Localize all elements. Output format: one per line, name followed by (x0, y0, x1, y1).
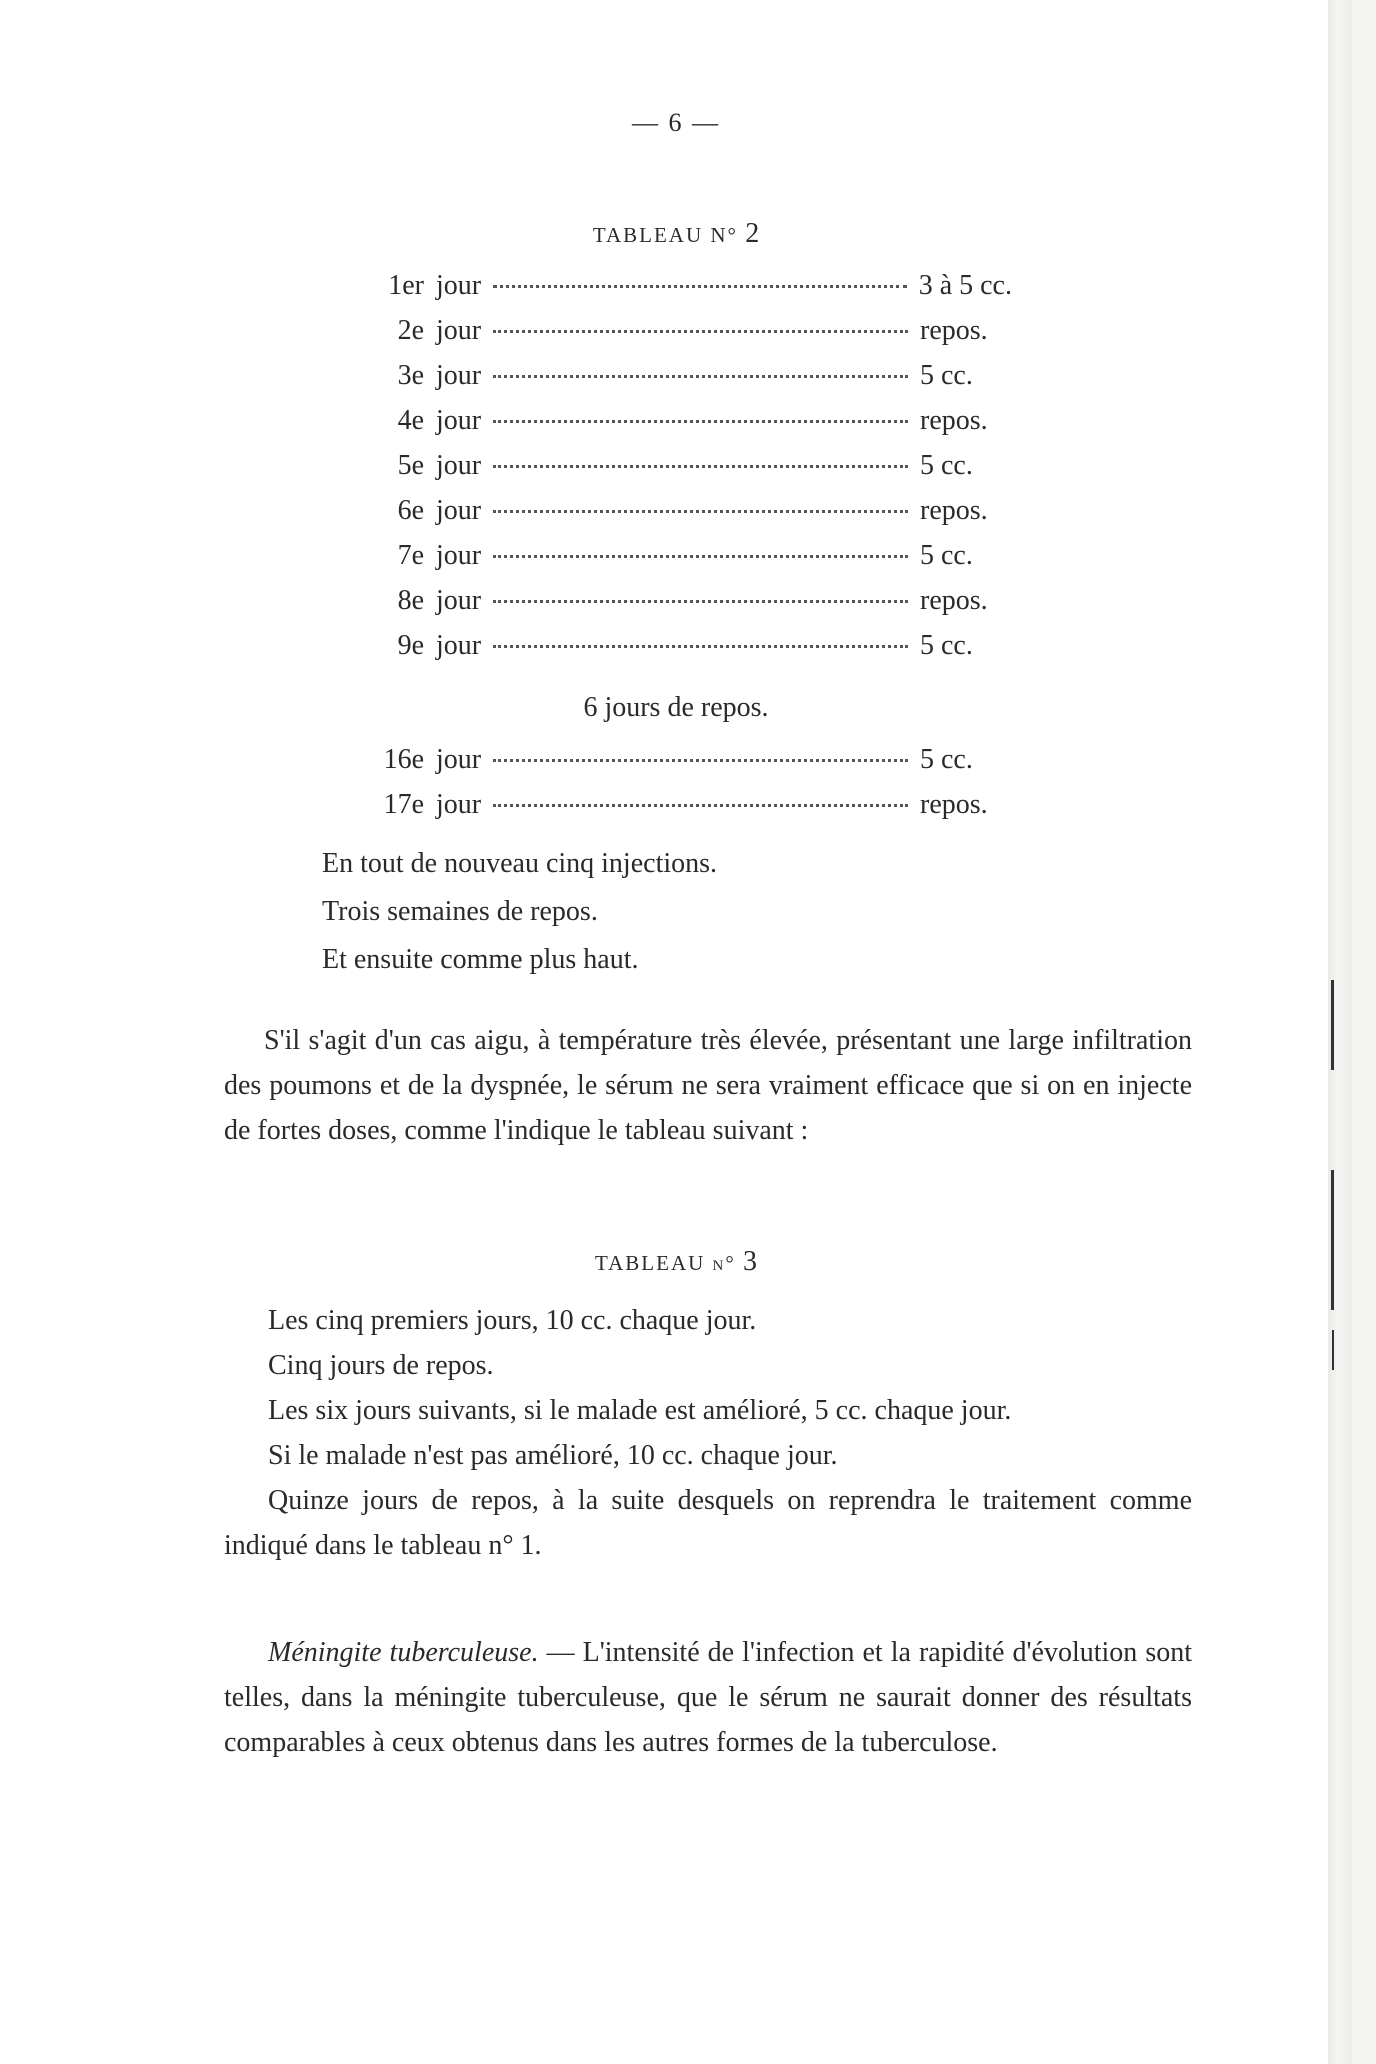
tableau-2-row-day: 17e (383, 789, 424, 820)
meningite-text: — L'intensité de l'infection et la rapidité d'évolution sont telles, dans la méningite tuberculeuse, que le sérum ne saurait donner des résultats comparables à ceux obtenus dans les autres formes de la tuberculose. (224, 1637, 1192, 1758)
tableau-2-row-leader (493, 759, 908, 762)
tableau-2-row-word: jour (436, 270, 482, 301)
tableau-2-row-leader (493, 465, 908, 468)
tableau-2-row-day: 6e (397, 495, 424, 526)
tableau-2-row (372, 744, 1012, 789)
meningite-title: Méningite tuberculeuse. (268, 1637, 539, 1668)
page-edge (1328, 0, 1352, 2064)
tableau-2-row-leader (493, 510, 908, 513)
tableau-2-row (372, 315, 1012, 360)
tableau-2-row-word: jour (436, 789, 482, 820)
tableau-2-row-leader (493, 555, 908, 558)
tableau-3-heading-label: TABLEAU n° (594, 1251, 736, 1275)
tableau-2-row-word: jour (436, 495, 482, 526)
tableau-2-row-day: 5e (397, 450, 424, 481)
tableau-2-row-leader (493, 645, 908, 648)
tableau-2-row-dose: 3 à 5 cc. (918, 270, 1012, 301)
tableau-3-line: Si le malade n'est pas amélioré, 10 cc. chaque jour. (268, 1440, 838, 1471)
paragraph-acute-case-text: S'il s'agit d'un cas aigu, à température très élevée, présentant une large infiltration des poumons et de la dyspnée, le sérum ne sera vraiment efficace que si on en injecte de fortes doses, comme l'indique le tableau suivant : (224, 1025, 1192, 1146)
tableau-2-heading-number: 2 (745, 218, 760, 249)
tableau-2-row-dose: repos. (920, 789, 988, 820)
tableau-2-row-dose: 5 cc. (920, 630, 973, 661)
tableau-2-row-day: 16e (383, 744, 424, 775)
tableau-2-row-word: jour (436, 315, 482, 346)
tableau-2-row-dose: repos. (920, 315, 988, 346)
tableau-2-row (372, 405, 1012, 450)
tableau-2-row-leader (493, 600, 908, 603)
tableau-3-line: Cinq jours de repos. (268, 1350, 494, 1381)
tableau-2-row-day: 8e (397, 585, 424, 616)
tableau-2-row-day: 1er (388, 270, 424, 301)
tableau-2-row-leader (493, 330, 908, 333)
edge-mark (1331, 1170, 1334, 1310)
paragraph-meningite (224, 1630, 1192, 1765)
tableau-3-heading-number: 3 (743, 1246, 758, 1277)
tableau-2-row (372, 360, 1012, 405)
tableau-2-row-day: 7e (397, 540, 424, 571)
tableau-3-body (224, 1298, 1192, 1568)
tableau-2-row (372, 270, 1012, 315)
tableau-2-row-dose: repos. (920, 585, 988, 616)
tableau-2-row (372, 630, 1012, 675)
tableau-3-line: Les cinq premiers jours, 10 cc. chaque jour. (268, 1305, 757, 1336)
tableau-2-row-day: 4e (397, 405, 424, 436)
tableau-2-row-word: jour (436, 405, 482, 436)
tableau-2-row (372, 540, 1012, 585)
tableau-2-row-word: jour (436, 744, 482, 775)
tableau-2-row-dose: repos. (920, 495, 988, 526)
tableau-2-row-dose: 5 cc. (920, 360, 973, 391)
tableau-3-heading (0, 1246, 1352, 1278)
tableau-2-heading-label: TABLEAU N° (592, 223, 738, 247)
tableau-2-row (372, 495, 1012, 540)
edge-mark (1332, 1330, 1334, 1370)
tableau-2-row-leader (493, 285, 907, 288)
tableau-2-row-dose: 5 cc. (920, 744, 973, 775)
tableau-3-line: Les six jours suivants, si le malade est amélioré, 5 cc. chaque jour. (268, 1395, 1012, 1426)
edge-mark (1331, 980, 1334, 1070)
paragraph-acute-case (224, 1018, 1192, 1153)
tableau-2-row-dose: 5 cc. (920, 450, 973, 481)
tableau-2-note: En tout de nouveau cinq injections. (322, 848, 718, 879)
tableau-3-line: Quinze jours de repos, à la suite desquels on reprendra le traitement comme indiqué dans le tableau n° 1. (224, 1485, 1192, 1561)
tableau-2-row-leader (493, 804, 908, 807)
tableau-2-rows-first (372, 270, 1012, 675)
tableau-2-row-day: 9e (397, 630, 424, 661)
tableau-2-row-word: jour (436, 360, 482, 391)
tableau-2-rows-second (372, 744, 1012, 834)
tableau-2-row-leader (493, 420, 908, 423)
tableau-2-row-leader (493, 375, 908, 378)
tableau-2-row-day: 3e (397, 360, 424, 391)
tableau-2-row-day: 2e (397, 315, 424, 346)
tableau-2-note: Et ensuite comme plus haut. (322, 944, 639, 975)
tableau-2-row (372, 585, 1012, 630)
tableau-2-row-word: jour (436, 585, 482, 616)
tableau-2-row-dose: 5 cc. (920, 540, 973, 571)
tableau-2-row-word: jour (436, 630, 482, 661)
tableau-2-row-word: jour (436, 540, 482, 571)
tableau-2-heading (0, 218, 1352, 250)
tableau-2-note: Trois semaines de repos. (322, 896, 598, 927)
tableau-2-row-word: jour (436, 450, 482, 481)
tableau-2-row-dose: repos. (920, 405, 988, 436)
tableau-2-row (372, 450, 1012, 495)
tableau-2-row (372, 789, 1012, 834)
tableau-2-rest-line: 6 jours de repos. (583, 692, 769, 723)
page-number: — 6 — (632, 108, 720, 137)
